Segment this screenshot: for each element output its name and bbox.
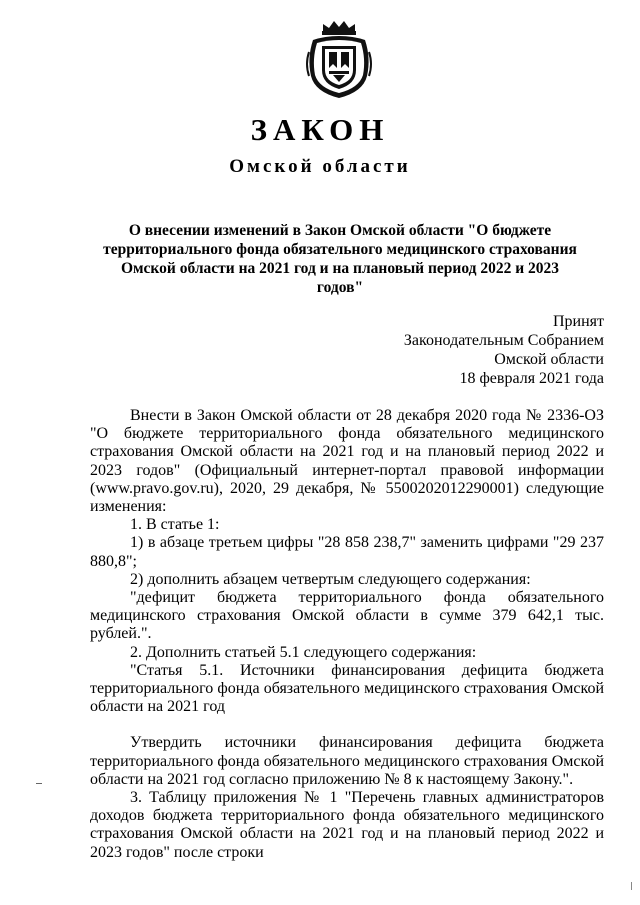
law-body xyxy=(90,407,604,862)
body-paragraph: 2) дополнить абзацем четвертым следующего содержания: xyxy=(130,570,531,588)
body-paragraph: "дефицит бюджета территориального фонда обязательного медицинского страхования Омской области в сумме 379 642,1 тыс. рублей.". xyxy=(90,589,604,643)
law-heading-line: Омской области на 2021 год и на плановый период 2022 и 2023 годов" xyxy=(120,260,560,296)
adoption-block xyxy=(344,312,604,388)
body-paragraph: 2. Дополнить статьей 5.1 следующего содержания: xyxy=(130,643,477,661)
law-heading-line: О внесении изменений в Закон Омской области "О бюджете xyxy=(128,222,552,239)
body-paragraph: 3. Таблицу приложения № 1 "Перечень главных администраторов доходов бюджета территориального фонда обязательного медицинского страхования Омской области на 2021 год и на плановый период 2022 и 2023 годов" после строки xyxy=(90,789,604,861)
body-paragraph: Внести в Закон Омской области от 28 декабря 2020 года № 2336-ОЗ "О бюджете территориального фонда обязательного медицинского страхования Омской области на 2021 год и на плановый период 2022 и 2023 годов" (Официальный интернет-портал правовой информации (www.pravo.gov.ru), 2020, 29 декабря, № 5500202012290001) следующие изменения: xyxy=(90,407,604,516)
edge-mark xyxy=(631,882,632,890)
body-paragraph: 1. В статье 1: xyxy=(130,516,220,534)
adoption-body: Законодательным Собранием xyxy=(403,332,604,349)
paragraph-gap xyxy=(90,716,604,734)
margin-mark xyxy=(36,783,42,784)
law-heading xyxy=(100,221,580,297)
law-heading-line: территориального фонда обязательного медицинского страхования xyxy=(103,241,577,258)
adoption-region: Омской области xyxy=(494,351,604,368)
law-title: ЗАКОН xyxy=(250,112,390,147)
body-paragraph: Утвердить источники финансирования дефицита бюджета территориального фонда обязательного медицинского страхования Омской области на 2021 год согласно приложению № 8 к настоящему Закону.". xyxy=(90,734,604,788)
adoption-label: Принят xyxy=(552,313,604,330)
body-paragraph: 1) в абзаце третьем цифры "28 858 238,7" заменить цифрами "29 237 880,8"; xyxy=(90,534,604,570)
adoption-date: 18 февраля 2021 года xyxy=(459,370,604,387)
omsk-region-coat-of-arms-icon xyxy=(303,18,375,100)
body-paragraph: "Статья 5.1. Источники финансирования дефицита бюджета территориального фонда обязательного медицинского страхования Омской области на 2021 год xyxy=(90,661,604,716)
law-subtitle: Омской области xyxy=(229,156,411,177)
